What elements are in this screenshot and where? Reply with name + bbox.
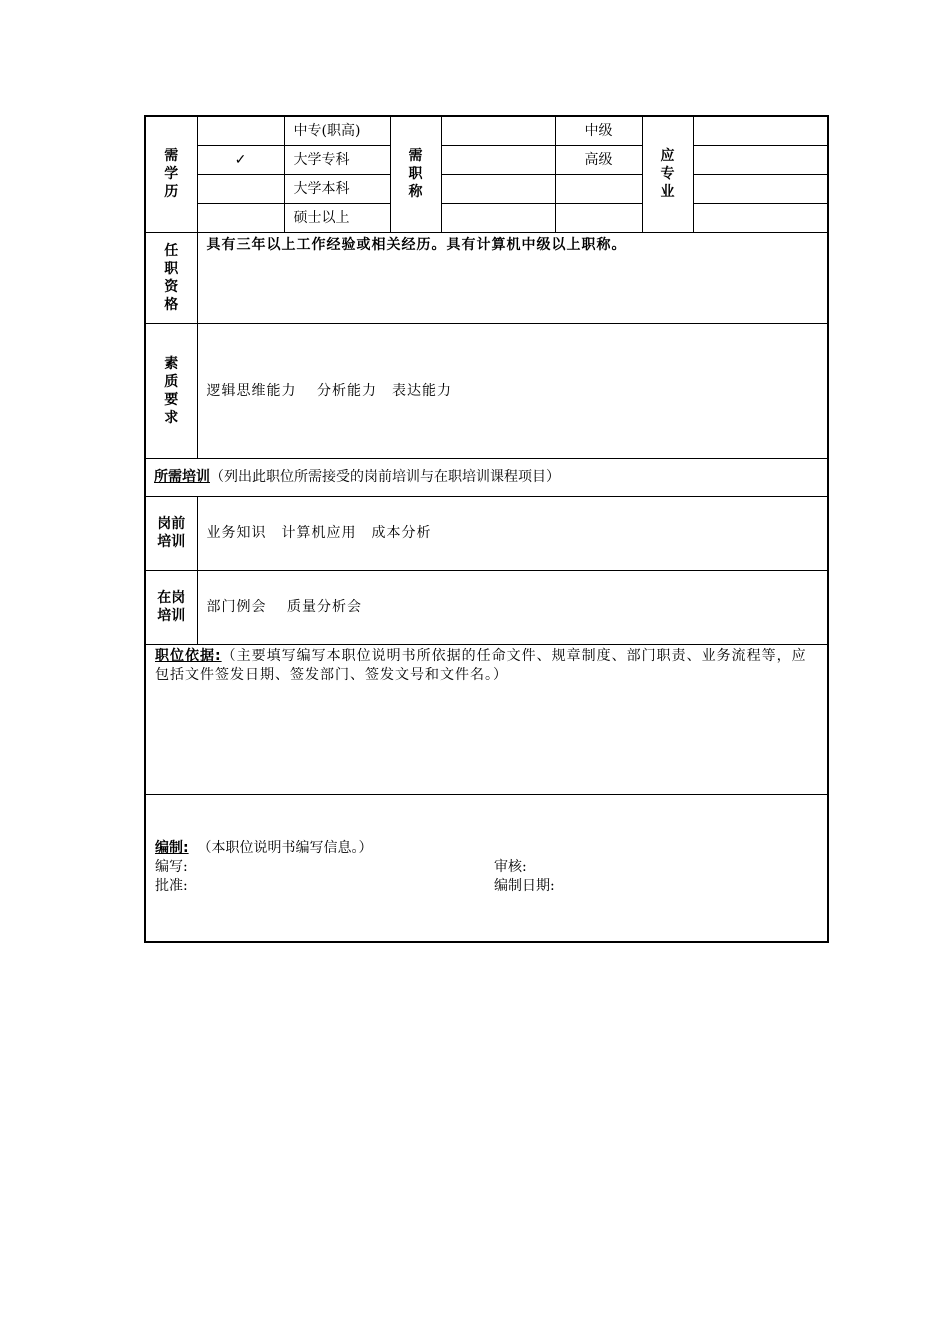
title-option: 高级	[555, 145, 642, 174]
qualification-text: 具有三年以上工作经验或相关经历。具有计算机中级以上职称。	[197, 232, 828, 323]
writer-label: 编写:	[155, 858, 188, 875]
title-option	[555, 174, 642, 203]
pre-training-label	[145, 496, 197, 570]
quality-text: 逻辑思维能力 分析能力 表达能力	[197, 323, 828, 458]
compile-line-2	[155, 877, 819, 896]
title-check[interactable]	[441, 203, 555, 232]
education-row	[145, 116, 828, 145]
vertical-label-char: 素	[164, 355, 179, 372]
education-row	[145, 174, 828, 203]
reviewer-label: 审核:	[494, 858, 527, 875]
compile-date-label: 编制日期:	[494, 877, 555, 894]
label-line: 岗前	[157, 516, 186, 532]
title-option: 中级	[555, 116, 642, 145]
quality-row	[145, 323, 828, 458]
education-row	[145, 203, 828, 232]
approver-label: 批准:	[155, 877, 188, 894]
label-line: 培训	[157, 534, 186, 550]
education-check[interactable]: ✓	[197, 145, 284, 174]
education-option: 中专(职高)	[284, 116, 390, 145]
basis-row	[145, 644, 828, 794]
quality-label	[145, 323, 197, 458]
qualification-label	[145, 232, 197, 323]
compile-heading: 编制:	[155, 839, 189, 856]
vertical-label-char: 业	[660, 184, 675, 201]
vertical-label-char: 需	[408, 148, 423, 165]
title-check[interactable]	[441, 174, 555, 203]
pre-training-text: 业务知识 计算机应用 成本分析	[197, 496, 828, 570]
job-description-form	[144, 115, 829, 943]
title-label	[390, 116, 441, 232]
major-label	[642, 116, 693, 232]
vertical-label-char: 职	[164, 260, 179, 277]
qualification-row	[145, 232, 828, 323]
title-check[interactable]	[441, 116, 555, 145]
education-label	[145, 116, 197, 232]
vertical-label-char: 质	[164, 373, 179, 390]
vertical-label-char: 要	[164, 391, 179, 408]
pre-training-row	[145, 496, 828, 570]
training-heading	[145, 458, 828, 496]
major-field[interactable]	[693, 203, 828, 232]
education-option: 硕士以上	[284, 203, 390, 232]
vertical-label-char: 应	[660, 148, 675, 165]
label-line: 在岗	[157, 590, 186, 606]
onjob-training-row	[145, 570, 828, 644]
onjob-training-text: 部门例会 质量分析会	[197, 570, 828, 644]
major-field[interactable]	[693, 174, 828, 203]
vertical-label-char: 求	[164, 409, 179, 426]
compile-heading-line	[155, 839, 819, 858]
major-field[interactable]	[693, 116, 828, 145]
education-check[interactable]	[197, 116, 284, 145]
education-option: 大学本科	[284, 174, 390, 203]
title-option	[555, 203, 642, 232]
vertical-label-char: 专	[660, 166, 675, 183]
training-heading-row	[145, 458, 828, 496]
basis-paragraph	[155, 647, 819, 685]
compile-cell	[145, 794, 828, 942]
vertical-label-char: 资	[164, 278, 179, 295]
label-line: 培训	[157, 608, 186, 624]
vertical-label-char: 格	[164, 296, 179, 313]
vertical-label-char: 职	[408, 166, 423, 183]
education-check[interactable]	[197, 203, 284, 232]
compile-row	[145, 794, 828, 942]
major-field[interactable]	[693, 145, 828, 174]
compile-line-1	[155, 858, 819, 877]
education-check[interactable]	[197, 174, 284, 203]
training-heading-label: 所需培训	[154, 469, 210, 485]
vertical-label-char: 历	[164, 184, 179, 201]
basis-heading: 职位依据:	[155, 647, 222, 664]
title-check[interactable]	[441, 145, 555, 174]
vertical-label-char: 任	[164, 242, 179, 259]
training-heading-note: （列出此职位所需接受的岗前培训与在职培训课程项目）	[210, 469, 560, 485]
education-option: 大学专科	[284, 145, 390, 174]
basis-cell	[145, 644, 828, 794]
onjob-training-label	[145, 570, 197, 644]
compile-note: （本职位说明书编写信息。）	[197, 839, 373, 856]
vertical-label-char: 称	[408, 184, 423, 201]
vertical-label-char: 需	[164, 148, 179, 165]
vertical-label-char: 学	[164, 166, 179, 183]
education-row	[145, 145, 828, 174]
basis-text: （主要填写编写本职位说明书所依据的任命文件、规章制度、部门职责、业务流程等，应包括文件签发日期、签发部门、签发文号和文件名。）	[155, 647, 807, 683]
